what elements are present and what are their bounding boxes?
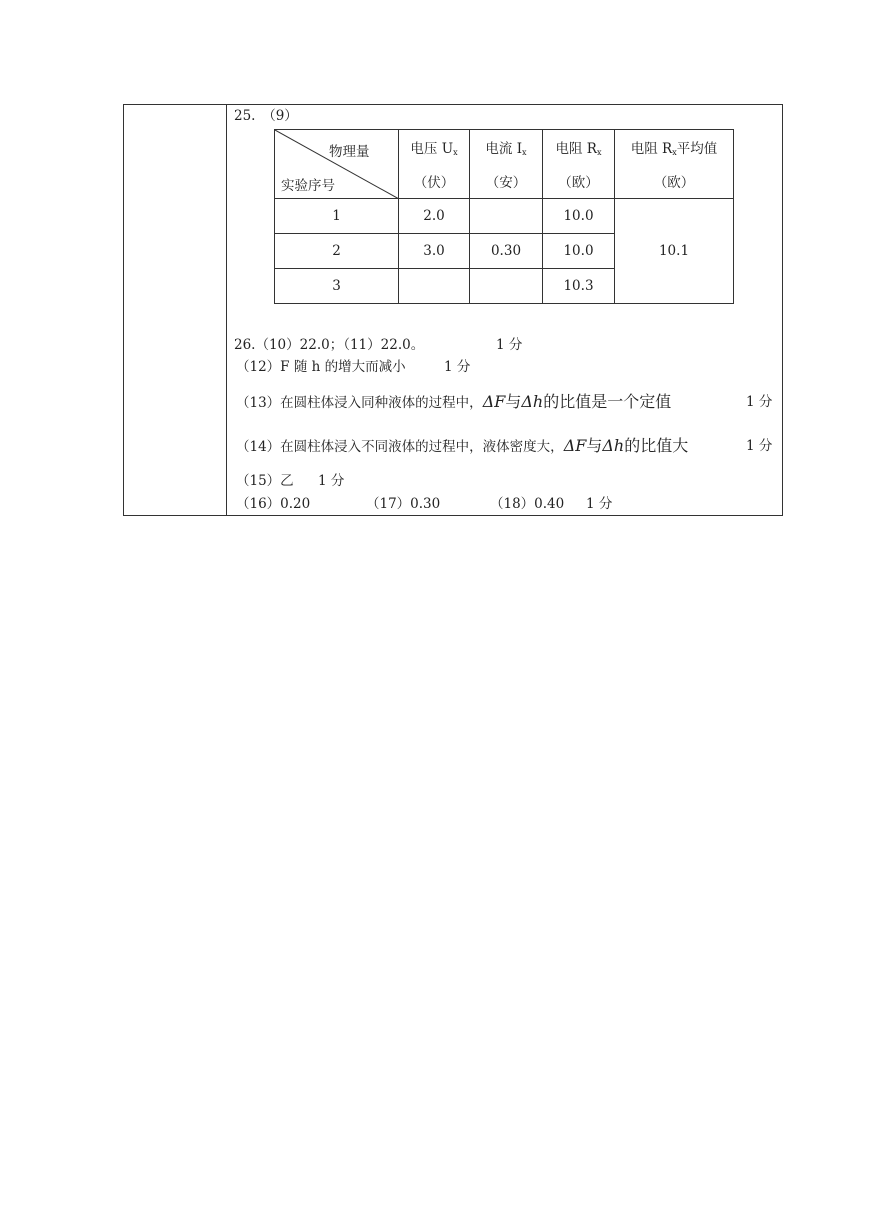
resistance-value: 10.0: [543, 199, 615, 234]
q25-label: 25. （9）: [234, 108, 298, 124]
current-value: [470, 199, 543, 234]
q26-line6-c: （18）0.40: [490, 496, 565, 512]
q26-line1: 26.（10）22.0；（11）22.0。: [234, 337, 425, 353]
row-number: 3: [275, 269, 399, 304]
row-number: 2: [275, 234, 399, 269]
corner-header: [275, 130, 399, 199]
q26-line2-score: 1 分: [444, 359, 471, 375]
q26-line6-score: 1 分: [586, 496, 613, 512]
resistance-value: 10.0: [543, 234, 615, 269]
q26-line6-a: （16）0.20: [236, 496, 311, 512]
header-resistance: 电阻 $R_x$ （欧）: [543, 130, 615, 199]
corner-bottom-label: 实验序号: [281, 178, 335, 194]
q26-line5: （15）乙: [236, 473, 294, 489]
row-number: 1: [275, 199, 399, 234]
measurement-table: [274, 129, 734, 304]
average-value: 10.1: [615, 199, 734, 304]
q26-line6-b: （17）0.30: [366, 496, 441, 512]
resistance-value: 10.3: [543, 269, 615, 304]
table-row: [275, 199, 734, 234]
voltage-value: 2.0: [399, 199, 470, 234]
current-value: 0.30: [470, 234, 543, 269]
q26-line1-score: 1 分: [496, 337, 523, 353]
q26-line5-score: 1 分: [318, 473, 345, 489]
q26-line4-score: 1 分: [746, 438, 773, 454]
column-divider: [226, 104, 227, 516]
header-avg-resistance: 电阻 $R_x$平均值 （欧）: [615, 130, 734, 199]
header-voltage: 电压 $U_x$ （伏）: [399, 130, 470, 199]
header-current: 电流 $I_x$ （安）: [470, 130, 543, 199]
current-value: [470, 269, 543, 304]
voltage-value: [399, 269, 470, 304]
q26-line3: （13）在圆柱体浸入同种液体的过程中，ΔF与Δh的比值是一个定值: [236, 392, 672, 411]
q26-line4: （14）在圆柱体浸入不同液体的过程中，液体密度大，ΔF与Δh的比值大: [236, 436, 689, 455]
voltage-value: 3.0: [399, 234, 470, 269]
corner-top-label: 物理量: [329, 144, 370, 160]
q26-line2: （12）F 随 h 的增大而减小: [236, 359, 406, 375]
q26-line3-score: 1 分: [746, 394, 773, 410]
